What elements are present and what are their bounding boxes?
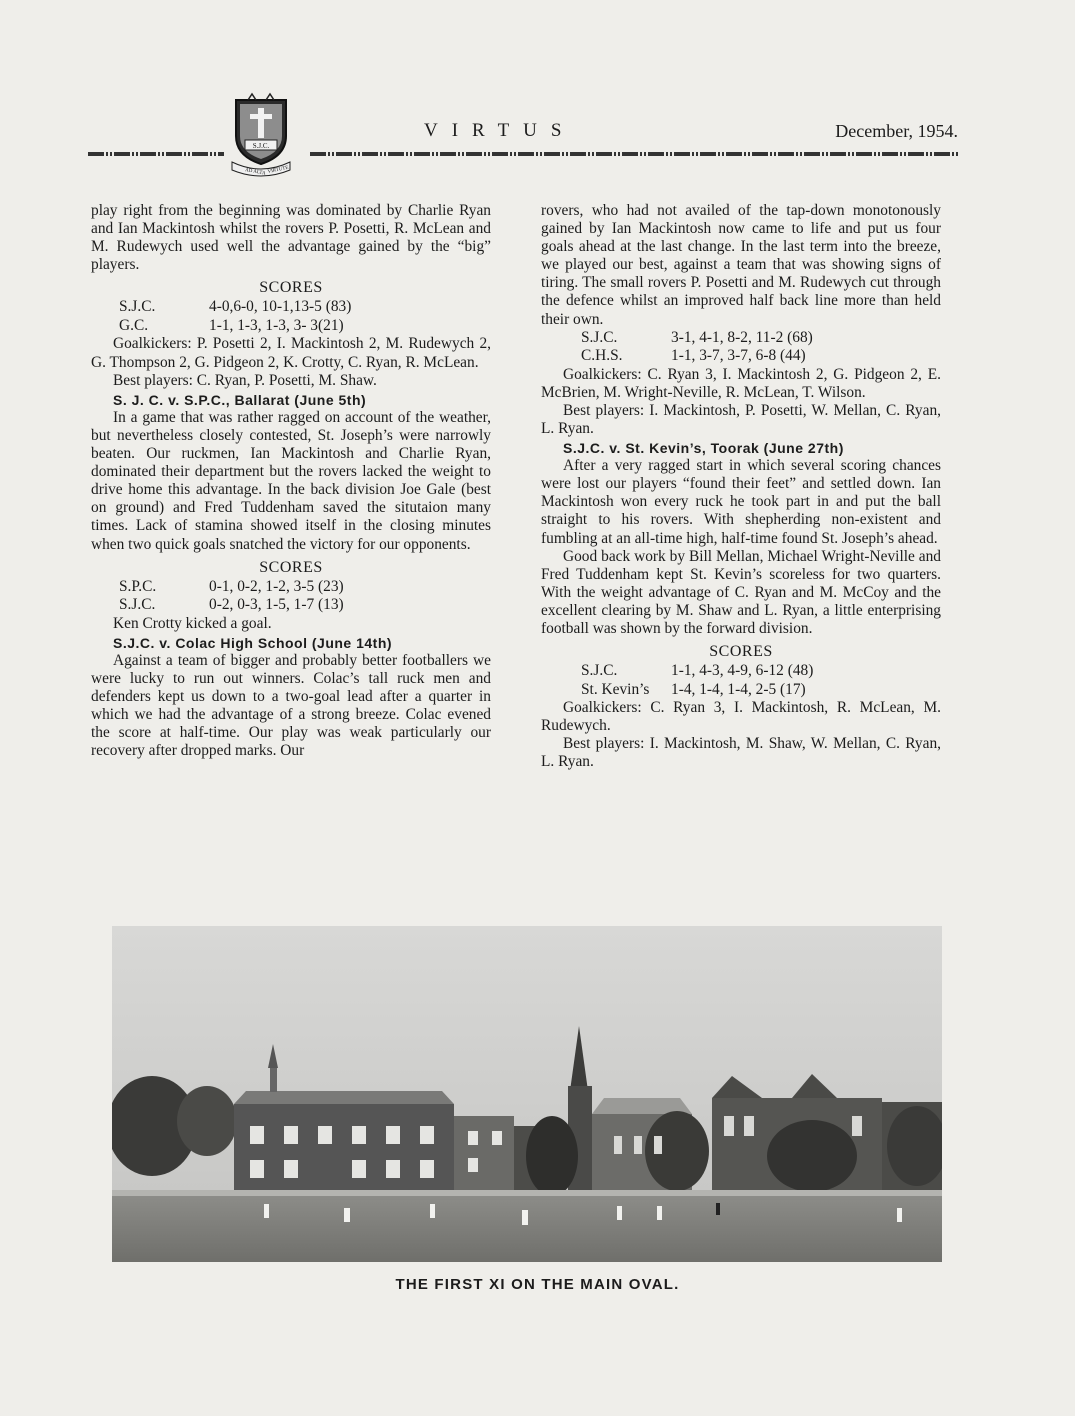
scores-table bbox=[581, 329, 813, 366]
paragraph: After a very ragged start in which several scoring chances were lost our players “found their feet” and settled down. Ian Mackintosh won every ruck he took part in and put the ball straight to his rovers. With shepherding non-existent and fumbling at an all-time high, half-time found St. Joseph’s ahead. bbox=[541, 457, 941, 547]
paragraph: play right from the beginning was dominated by Charlie Ryan and Ian Mackintosh whilst the rovers P. Posetti, R. McLean and M. Rudewych used well the advantage gained by the “big” players. bbox=[91, 202, 491, 274]
team-cell: St. Kevin’s bbox=[581, 680, 650, 698]
issue-date: December, 1954. bbox=[835, 121, 958, 141]
scores-table bbox=[581, 662, 813, 699]
paragraph: Against a team of bigger and probably better footballers we were lucky to run out winners. Colac’s tall ruck men and defenders kept us down to a two-goal lead after a quarter in which we had the advantage of a strong breeze. Colac evened the score at half-time. Our play was weak particularly our recovery after dropped marks. Our bbox=[91, 651, 491, 760]
goalkickers-text: Goalkickers: C. Ryan 3, I. Mackintosh 2, G. Pidgeon 2, E. McBrien, M. Wright-Neville, R. McLean, T. Wilson. bbox=[541, 365, 941, 401]
score-cell: 1-1, 3-7, 3-7, 6-8 (44) bbox=[671, 347, 806, 365]
score-cell: 3-1, 4-1, 8-2, 11-2 (68) bbox=[671, 328, 813, 346]
right-column bbox=[541, 202, 941, 772]
table-row bbox=[581, 329, 813, 348]
goalkickers-text: Goalkickers: C. Ryan 3, I. Mackintosh, R. McLean, M. Rudewych. bbox=[541, 699, 941, 735]
table-row bbox=[581, 681, 813, 700]
team-cell: S.J.C. bbox=[581, 662, 618, 680]
scores-table bbox=[119, 298, 351, 335]
best-players-text: Best players: I. Mackintosh, M. Shaw, W. Mellan, C. Ryan, L. Ryan. bbox=[541, 735, 941, 771]
match-heading: S. J. C. v. S.P.C., Ballarat (June 5th) bbox=[113, 391, 367, 408]
note-text: Ken Crotty kicked a goal. bbox=[113, 614, 272, 632]
score-cell: 1-4, 1-4, 1-4, 2-5 (17) bbox=[671, 680, 806, 698]
table-row bbox=[119, 298, 351, 317]
scores-heading: SCORES bbox=[259, 558, 323, 576]
svg-text:VIRTUTE: VIRTUTE bbox=[267, 165, 290, 175]
masthead-title: VIRTUS bbox=[424, 120, 576, 141]
match-heading: S.J.C. v. Colac High School (June 14th) bbox=[113, 634, 393, 651]
team-cell: S.J.C. bbox=[119, 596, 156, 614]
photo-caption: THE FIRST XI ON THE MAIN OVAL. bbox=[395, 1276, 680, 1293]
table-row bbox=[119, 578, 344, 597]
paragraph: In a game that was rather ragged on account of the weather, but nevertheless closely contested, St. Joseph’s were narrowly beaten. Our ruckmen, Ian Mackintosh and Charlie Ryan, dominated their department but the rovers lacked the weight to drive home this advantage. In the back division Joe Gale (best on ground) and Fred Tuddenham saved the situtaion many times. Lack of stamina showed itself in the closing minutes when two quick goals snatched the victory for our opponents. bbox=[91, 408, 491, 553]
team-cell: C.H.S. bbox=[581, 347, 623, 365]
page-header bbox=[88, 92, 958, 182]
svg-text:S.J.C.: S.J.C. bbox=[252, 142, 270, 150]
scores-table bbox=[119, 578, 344, 615]
match-heading: S.J.C. v. St. Kevin’s, Toorak (June 27th) bbox=[563, 440, 844, 457]
table-row bbox=[119, 317, 351, 336]
scores-heading: SCORES bbox=[259, 279, 323, 297]
left-column bbox=[91, 202, 491, 760]
scores-heading: SCORES bbox=[709, 643, 773, 661]
score-cell: 1-1, 4-3, 4-9, 6-12 (48) bbox=[671, 662, 814, 680]
team-cell: S.J.C. bbox=[581, 328, 618, 346]
svg-text:AD ALTA: AD ALTA bbox=[244, 168, 266, 177]
school-crest-icon bbox=[228, 92, 294, 178]
header-rule-right bbox=[310, 152, 958, 156]
team-cell: S.J.C. bbox=[119, 298, 156, 316]
best-players-text: Best players: C. Ryan, P. Posetti, M. Shaw. bbox=[113, 371, 377, 389]
paragraph: Good back work by Bill Mellan, Michael Wright-Neville and Fred Tuddenham kept St. Kevin’s scoreless for two quarters. With the weight advantage of C. Ryan and M. McCoy and the excellent clearing by M. Shaw and L. Ryan, a little enterprising football was shown by the forward division. bbox=[541, 547, 941, 637]
team-cell: S.P.C. bbox=[119, 577, 157, 595]
header-rule-left bbox=[88, 152, 224, 156]
team-cell: G.C. bbox=[119, 316, 149, 334]
score-cell: 1-1, 1-3, 1-3, 3- 3(21) bbox=[209, 316, 344, 334]
best-players-text: Best players: I. Mackintosh, P. Posetti, W. Mellan, C. Ryan, L. Ryan. bbox=[541, 401, 941, 437]
school-oval-photo bbox=[112, 926, 942, 1262]
score-cell: 0-1, 0-2, 1-2, 3-5 (23) bbox=[209, 577, 344, 595]
table-row bbox=[581, 347, 813, 366]
table-row bbox=[581, 662, 813, 681]
paragraph: rovers, who had not availed of the tap-down monotonously gained by Ian Mackintosh now came to life and put us four goals ahead at the last change. In the last term into the breeze, we played our best, against a team that was showing signs of tiring. The small rovers P. Posetti and M. Rudewych cut through the defence whilst an improved half back line more than held their own. bbox=[541, 202, 941, 328]
score-cell: 4-0,6-0, 10-1,13-5 (83) bbox=[209, 298, 352, 316]
score-cell: 0-2, 0-3, 1-5, 1-7 (13) bbox=[209, 596, 344, 614]
goalkickers-text: Goalkickers: P. Posetti 2, I. Mackintosh 2, M. Rudewych 2, G. Thompson 2, G. Pidgeon 2, K. Crotty, C. Ryan, R. McLean. bbox=[91, 335, 491, 371]
table-row bbox=[119, 596, 344, 615]
